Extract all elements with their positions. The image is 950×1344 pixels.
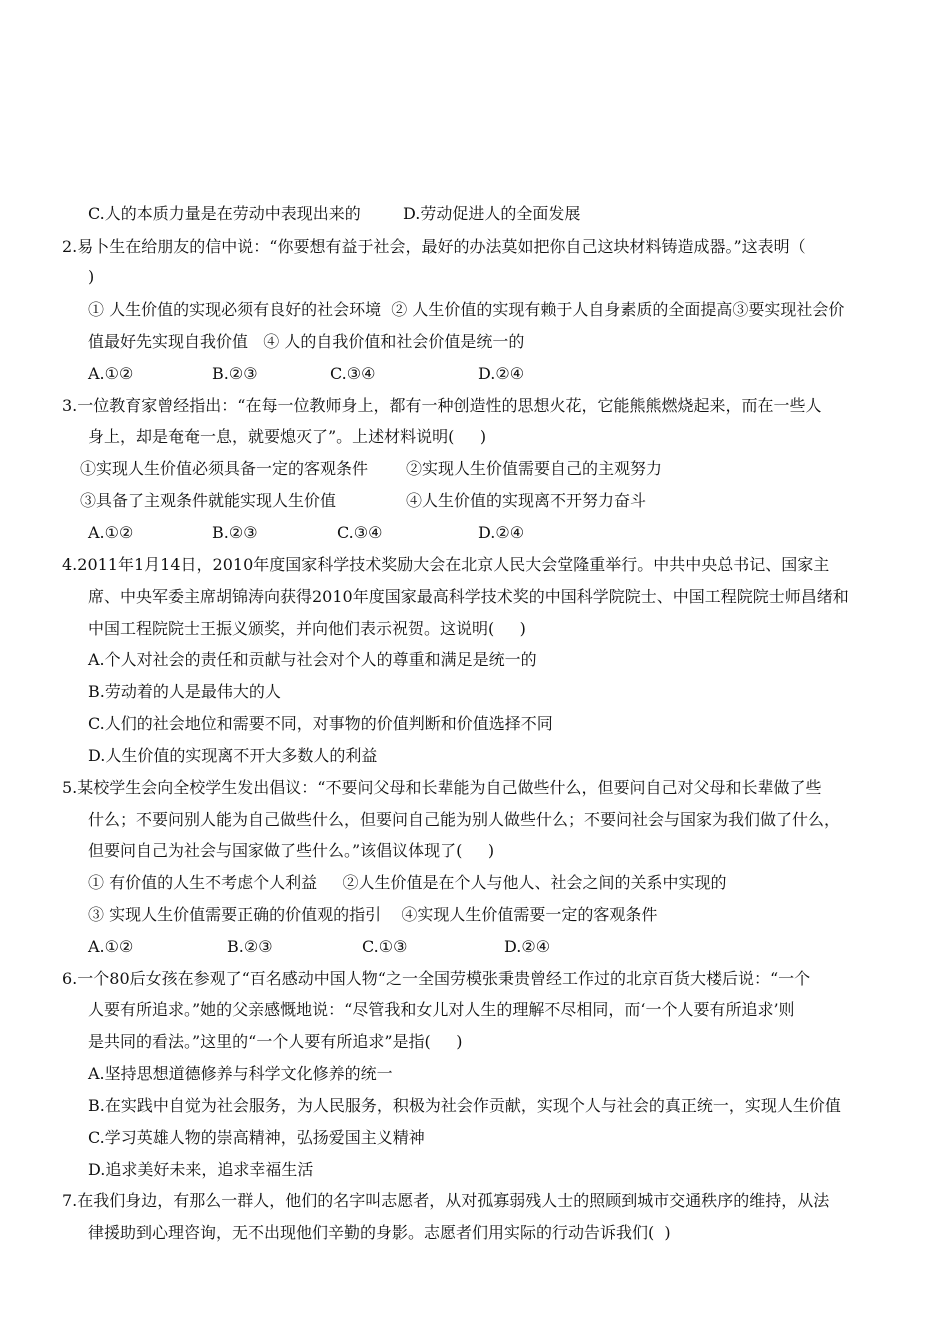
question-3-text: 3.一位教育家曾经指出：“在每一位教师身上，都有一种创造性的思想火花，它能熊熊燃烧起来，而在一些人: [62, 396, 822, 415]
option-b: B.②③: [212, 364, 258, 383]
question-2-statements: 值最好先实现自我价值 ④ 人的自我价值和社会价值是统一的: [88, 332, 525, 351]
option-d: D.劳动促进人的全面发展: [403, 204, 581, 223]
question-4-text: 中国工程院院士王振义颁奖，并向他们表示祝贺。这说明( ): [88, 619, 526, 638]
option-d: D.追求美好未来，追求幸福生活: [88, 1160, 314, 1179]
option-b: B.在实践中自觉为社会服务，为人民服务，积极为社会作贡献，实现个人与社会的真正统一，实现人生价值: [88, 1096, 841, 1115]
question-6-text: 是共同的看法。”这里的“一个人要有所追求”是指( ): [88, 1032, 463, 1051]
question-6-text: 人要有所追求。”她的父亲感慨地说：“尽管我和女儿对人生的理解不尽相同，而‘一个人要有所追求’则: [88, 1000, 795, 1019]
option-d: D.②④: [478, 364, 525, 383]
question-5-text: 什么；不要问别人能为自己做些什么，但要问自己能为别人做些什么；不要问社会与国家为我们做了什么，: [88, 810, 841, 829]
option-c: C.人们的社会地位和需要不同，对事物的价值判断和价值选择不同: [88, 714, 553, 733]
option-c: C.③④: [337, 523, 383, 542]
option-c: C.①③: [362, 937, 408, 956]
option-b: B.劳动着的人是最伟大的人: [88, 682, 281, 701]
question-2-text: ): [88, 267, 95, 286]
question-5-statements: ① 有价值的人生不考虑个人利益 ②人生价值是在个人与他人、社会之间的关系中实现的: [88, 873, 727, 892]
question-5-statements: ③ 实现人生价值需要正确的价值观的指引 ④实现人生价值需要一定的客观条件: [88, 905, 658, 924]
option-d: D.人生价值的实现离不开大多数人的利益: [88, 746, 378, 765]
question-5-text: 但要问自己为社会与国家做了些什么。”该倡议体现了( ): [88, 841, 495, 860]
option-a: A.①②: [88, 364, 134, 383]
option-b: B.②③: [227, 937, 273, 956]
option-d: D.②④: [478, 523, 525, 542]
question-3-statement: ①实现人生价值必须具备一定的客观条件: [80, 459, 369, 478]
option-d: D.②④: [504, 937, 551, 956]
question-3-statement: ②实现人生价值需要自己的主观努力: [406, 459, 663, 478]
question-7-text: 7.在我们身边，有那么一群人，他们的名字叫志愿者，从对孤寡弱残人士的照顾到城市交通秩序的维持，从法: [62, 1191, 830, 1210]
question-2-text: 2.易卜生在给朋友的信中说：“你要想有益于社会，最好的办法莫如把你自己这块材料铸造成器。”这表明（: [62, 237, 806, 256]
option-c: C.人的本质力量是在劳动中表现出来的: [88, 204, 361, 223]
option-c: C.③④: [330, 364, 376, 383]
option-a: A.①②: [88, 523, 134, 542]
option-a: A.坚持思想道德修养与科学文化修养的统一: [88, 1064, 393, 1083]
question-2-statements: ① 人生价值的实现必须有良好的社会环境 ② 人生价值的实现有赖于人自身素质的全面提高③要实现社会价: [88, 300, 845, 319]
option-c: C.学习英雄人物的崇高精神，弘扬爱国主义精神: [88, 1128, 425, 1147]
question-3-statement: ④人生价值的实现离不开努力奋斗: [406, 491, 647, 510]
option-a: A.①②: [88, 937, 134, 956]
question-7-text: 律援助到心理咨询，无不出现他们辛勤的身影。志愿者们用实际的行动告诉我们( ): [88, 1223, 671, 1242]
question-4-text: 席、中央军委主席胡锦涛向获得2010年度国家最高科学技术奖的中国科学院院士、中国工程院院士师昌绪和: [88, 587, 849, 606]
option-b: B.②③: [212, 523, 258, 542]
option-a: A.个人对社会的责任和贡献与社会对个人的尊重和满足是统一的: [88, 650, 537, 669]
question-5-text: 5.某校学生会向全校学生发出倡议：“不要问父母和长辈能为自己做些什么，但要问自己对父母和长辈做了些: [62, 778, 822, 797]
question-3-text: 身上，却是奄奄一息，就要熄灭了”。上述材料说明( ): [88, 427, 487, 446]
question-3-statement: ③具备了主观条件就能实现人生价值: [80, 491, 337, 510]
question-4-text: 4.2011年1月14日，2010年度国家科学技术奖励大会在北京人民大会堂隆重举行。中共中央总书记、国家主: [62, 555, 830, 574]
question-6-text: 6.一个80后女孩在参观了“百名感动中国人物“之一全国劳模张秉贵曾经工作过的北京百货大楼后说：“一个: [62, 969, 811, 988]
